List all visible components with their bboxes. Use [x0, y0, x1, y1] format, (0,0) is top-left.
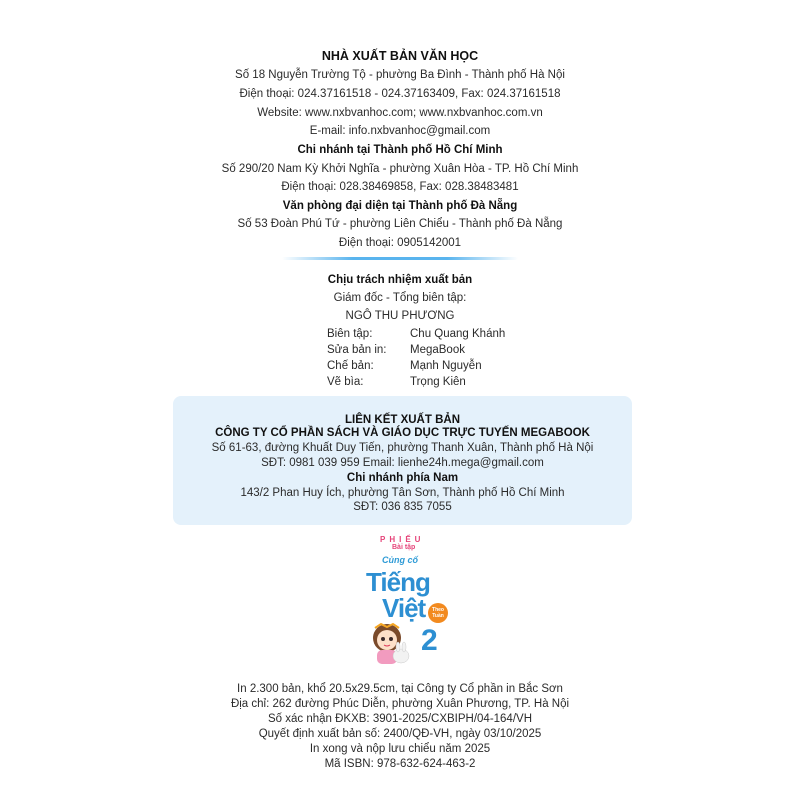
credit-name: Chu Quang Khánh	[410, 328, 506, 340]
responsibility-title: Chịu trách nhiệm xuất bản	[327, 274, 473, 286]
print-run: In 2.300 bản, khổ 20.5x29.5cm, tại Công ty Cổ phần in Bắc Sơn	[237, 683, 563, 695]
credit-name: MegaBook	[410, 344, 465, 356]
hcm-branch-phone: Điện thoại: 028.38469858, Fax: 028.38483481	[281, 181, 519, 193]
registration-number: Số xác nhận ĐKXB: 3901-2025/CXBIPH/04-164/VH	[267, 713, 533, 725]
director-role: Giám đốc - Tổng biên tập:	[333, 292, 467, 304]
cover-cung-co: Củng cố	[382, 555, 418, 565]
publishing-decision: Quyết định xuất bản số: 2400/QĐ-VH, ngày 03/10/2025	[258, 728, 542, 740]
partner-contact: SĐT: 0981 039 959 Email: lienhe24h.mega@gmail.com	[261, 457, 544, 469]
credit-label: Vẽ bìa:	[327, 376, 364, 388]
section-divider	[282, 257, 518, 260]
credit-label: Sửa bản in:	[327, 344, 387, 356]
isbn: Mã ISBN: 978-632-624-463-2	[324, 758, 476, 770]
credit-name: Mạnh Nguyễn	[410, 360, 482, 372]
printer-address: Địa chỉ: 262 đường Phúc Diễn, phường Xuân Phương, TP. Hà Nội	[230, 698, 570, 710]
cover-phieu: PHIẾU	[380, 535, 425, 544]
south-branch-title: Chi nhánh phía Nam	[346, 472, 459, 484]
partner-title: LIÊN KẾT XUẤT BẢN	[345, 414, 460, 426]
dn-office-address: Số 53 Đoàn Phú Tứ - phường Liên Chiểu - Thành phố Đà Nẵng	[237, 218, 563, 230]
cover-tieng: Tiếng	[366, 567, 430, 597]
partner-company: CÔNG TY CỔ PHẦN SÁCH VÀ GIÁO DỤC TRỰC TUYẾN MEGABOOK	[215, 427, 590, 439]
badge-line2: Tuần	[432, 613, 444, 619]
south-branch-phone: SĐT: 036 835 7055	[353, 501, 452, 513]
deposit-note: In xong và nộp lưu chiểu năm 2025	[309, 743, 491, 755]
hcm-branch-address: Số 290/20 Nam Kỳ Khởi Nghĩa - phường Xuân Hòa - TP. Hồ Chí Minh	[221, 163, 579, 175]
girl-illustration-icon	[367, 620, 413, 668]
dn-office-title: Văn phòng đại diện tại Thành phố Đà Nẵng	[282, 200, 518, 212]
cover-viet: Việt	[382, 593, 426, 623]
publisher-name: NHÀ XUẤT BẢN VĂN HỌC	[321, 49, 479, 63]
hcm-branch-title: Chi nhánh tại Thành phố Hồ Chí Minh	[297, 144, 503, 156]
badge-line1: Theo	[432, 607, 444, 613]
credit-label: Biên tập:	[327, 328, 373, 340]
theo-tuan-badge	[428, 603, 448, 623]
credit-label: Chế bản:	[327, 360, 374, 372]
credit-name: Trọng Kiên	[410, 376, 466, 388]
publisher-phone: Điện thoại: 024.37161518 - 024.37163409, Fax: 024.37161518	[239, 88, 561, 100]
south-branch-address: 143/2 Phan Huy Ích, phường Tân Sơn, Thành phố Hồ Chí Minh	[240, 487, 565, 499]
cover-bai-tap: Bài tập	[392, 544, 416, 551]
publisher-address: Số 18 Nguyễn Trường Tộ - phường Ba Đình - Thành phố Hà Nội	[235, 69, 565, 81]
cover-grade: 2	[421, 624, 438, 657]
partner-address: Số 61-63, đường Khuất Duy Tiến, phường Thanh Xuân, Thành phố Hà Nội	[211, 442, 594, 454]
partner-panel	[173, 396, 632, 525]
publisher-website: Website: www.nxbvanhoc.com; www.nxbvanhoc.com.vn	[257, 107, 543, 119]
publisher-email: E-mail: info.nxbvanhoc@gmail.com	[309, 125, 491, 137]
dn-office-phone: Điện thoại: 0905142001	[338, 237, 462, 249]
director-name: NGÔ THU PHƯƠNG	[345, 310, 455, 322]
